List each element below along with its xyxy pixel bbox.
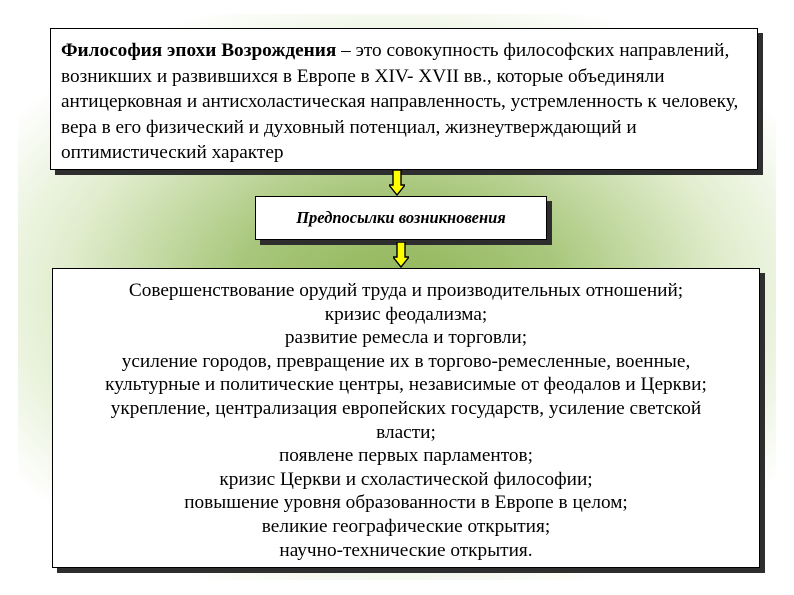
preconditions-label: Предпосылки возникновения [296, 208, 506, 227]
preconditions-label-box [255, 196, 547, 240]
definition-term: Философия эпохи Возрождения [61, 40, 337, 61]
definition-text: – это совокупность философских направлений, возникших и развившихся в Европе в XIV- XVII вв., которые объединяли антицерковная и антисхоластическая направленность, устремленность к человеку, вера в его физический и духовный потенциал, жизнеутверждающий и оптимистический характер [61, 40, 739, 163]
precondition-line: власти; [376, 421, 436, 443]
preconditions-list-box [52, 268, 760, 568]
down-arrow-icon-2 [393, 242, 409, 268]
precondition-line: кризис феодализма; [324, 303, 488, 325]
precondition-line: укрепление, централизация европейских государств, усиление светской [110, 397, 702, 419]
precondition-line: культурные и политические центры, независимые от феодалов и Церкви; [105, 374, 707, 396]
precondition-line: повышение уровня образованности в Европе в целом; [184, 492, 628, 514]
precondition-line: появлене первых парламентов; [278, 445, 534, 467]
down-arrow-icon [389, 170, 405, 196]
precondition-line: великие географические открытия; [261, 515, 551, 537]
precondition-line: Совершенствование орудий труда и производительных отношений; [128, 280, 684, 301]
precondition-line: кризис Церкви и схоластической философии; [219, 468, 593, 490]
precondition-line: развитие ремесла и торговли; [284, 327, 528, 349]
precondition-line: усиление городов, превращение их в торгово-ремесленные, военные, [121, 350, 691, 372]
definition-box [50, 28, 758, 170]
precondition-line: научно-технические открытия. [279, 539, 533, 561]
